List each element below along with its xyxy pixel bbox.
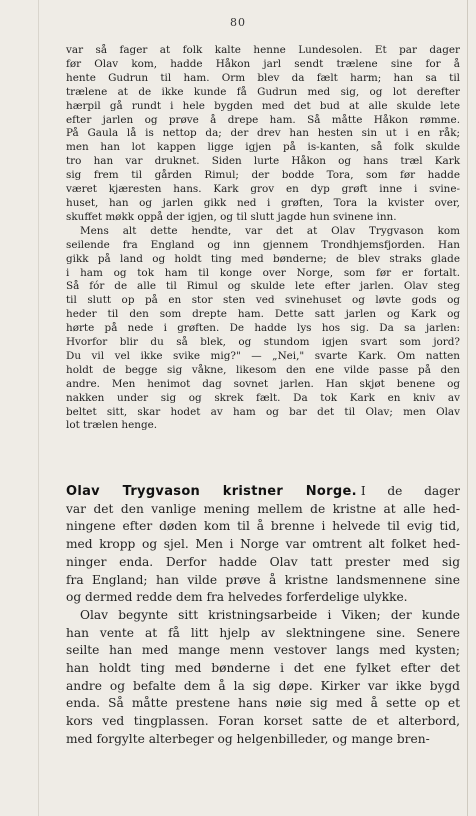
text-line: heder til den som drepte ham. Dette satt jarlen og Kark og	[66, 308, 460, 321]
text-line: Olav begynte sitt kristningsarbeide i Viken; der kunde	[80, 607, 460, 622]
text-line: seilende fra England og inn gjennem Trondhjemsfjorden. Han	[66, 238, 460, 251]
text-line: var det den vanlige mening mellem de kristne at alle hed-	[66, 501, 460, 516]
text-line: til slutt op på en stor sten ved svinehuset og løvte gods og	[66, 294, 460, 307]
text-line: gikk på land og holdt ting med bønderne; de blev straks glade	[66, 252, 460, 265]
text-line: hørte på nede i grøften. De hadde lys hos sig. Da sa jarlen:	[66, 322, 460, 335]
text-line: med kropp og sjel. Men i Norge var omtrent alt folket hed-	[66, 537, 460, 552]
large-text-block	[66, 483, 460, 749]
text-line: hærpil gå rundt i hele bygden med det bud at alle skulde lete	[66, 99, 460, 112]
text-line: hente Gudrun til ham. Orm blev da fælt harm; han sa til	[66, 71, 460, 84]
text-line: Du vil vel ikke svike mig?" — „Nei," svarte Kark. Om natten	[66, 349, 460, 362]
text-line: skuffet møkk oppå der igjen, og til slutt jagde hun svinene inn.	[66, 210, 397, 223]
text-line: Så fór de alle til Rimul og skulde lete efter jarlen. Olav steg	[66, 280, 460, 293]
text-line: trælene at de ikke kunde få Gudrun med sig, og lot derefter	[66, 85, 460, 98]
text-line: var så fager at folk kalte henne Lundesolen. Et par dager	[66, 44, 460, 56]
text-line: han holdt ting med bønderne i det ene fylket efter det	[66, 661, 460, 676]
text-line: Hvorfor blir du så blek, og stundom igjen svart som jord?	[66, 336, 460, 349]
page-edge-border	[467, 0, 468, 816]
text-line: holdt de begge sig våkne, likesom den ene vilde passe på den	[66, 363, 460, 376]
text-line: tro han var druknet. Siden lurte Håkon og hans træl Kark	[66, 155, 460, 168]
section-title: Olav Trygvason kristner Norge.	[66, 484, 357, 499]
text-line: ninger enda. Derfor hadde Olav tatt prester med sig	[66, 554, 460, 569]
text-line: andre og befalte dem å la sig døpe. Kirker var ikke bygd	[66, 678, 460, 693]
section-first-line	[66, 483, 460, 501]
section-paragraph	[66, 483, 460, 607]
text-line: ningene efter døden kom til å brenne i helvede til evig tid,	[66, 519, 460, 534]
text-line: andre. Men henimot dag sovnet jarlen. Han skjøt benene og	[66, 377, 460, 390]
paragraph-2	[66, 225, 460, 434]
text-line: han vente at få litt hjelp av slektningene sine. Senere	[66, 625, 460, 640]
section-first-line-rest: I de dager	[360, 484, 460, 498]
text-line: efter jarlen og prøve å drepe ham. Så måtte Håkon rømme.	[66, 113, 460, 126]
page-number: 80	[230, 16, 246, 29]
small-text-block	[66, 44, 460, 433]
paragraph-1	[66, 44, 460, 225]
text-line: beltet sitt, skar hodet av ham og bar det til Olav; men Olav	[66, 405, 460, 418]
text-line: før Olav kom, hadde Håkon jarl sendt trælene sine for å	[66, 57, 460, 70]
text-line: men han lot kappen ligge igjen på is-kanten, så folk skulde	[66, 141, 460, 154]
text-line: med forgylte alterbeger og helgenbilleder, og mange bren-	[66, 731, 430, 746]
text-line: enda. Så måtte prestene hans nøie sig med å sette op et	[66, 696, 460, 711]
text-line: Mens alt dette hendte, var det at Olav Trygvason kom	[80, 224, 460, 237]
text-line: fra England; han vilde prøve å kristne landsmennene sine	[66, 572, 460, 587]
text-line: kors ved tingplassen. Foran korset satte de et alterbord,	[66, 714, 460, 729]
paragraph-4	[66, 607, 460, 749]
text-line: seilte han med mange menn vestover langs med kysten;	[66, 643, 460, 658]
section-body	[66, 501, 460, 607]
text-line: lot trælen henge.	[66, 419, 158, 432]
text-line: huset, han og jarlen gikk ned i grøften, Tora la kvister over,	[66, 196, 460, 209]
text-line: i ham og tok ham til konge over Norge, som før er fortalt.	[66, 266, 460, 279]
text-line: været kjæresten hans. Kark grov en dyp grøft inne i svine-	[66, 183, 460, 196]
text-line: sig frem til gården Rimul; der bodde Tora, som før hadde	[66, 169, 460, 182]
text-line: og dermed redde dem fra helvedes forferdelige ulykke.	[66, 590, 408, 605]
page-edge-shadow	[38, 0, 39, 816]
text-line: nakken under sig og skrek fælt. Da tok Kark en kniv av	[66, 391, 460, 404]
text-line: På Gaula lå is nettop da; der drev han hesten sin ut i en råk;	[66, 127, 460, 140]
